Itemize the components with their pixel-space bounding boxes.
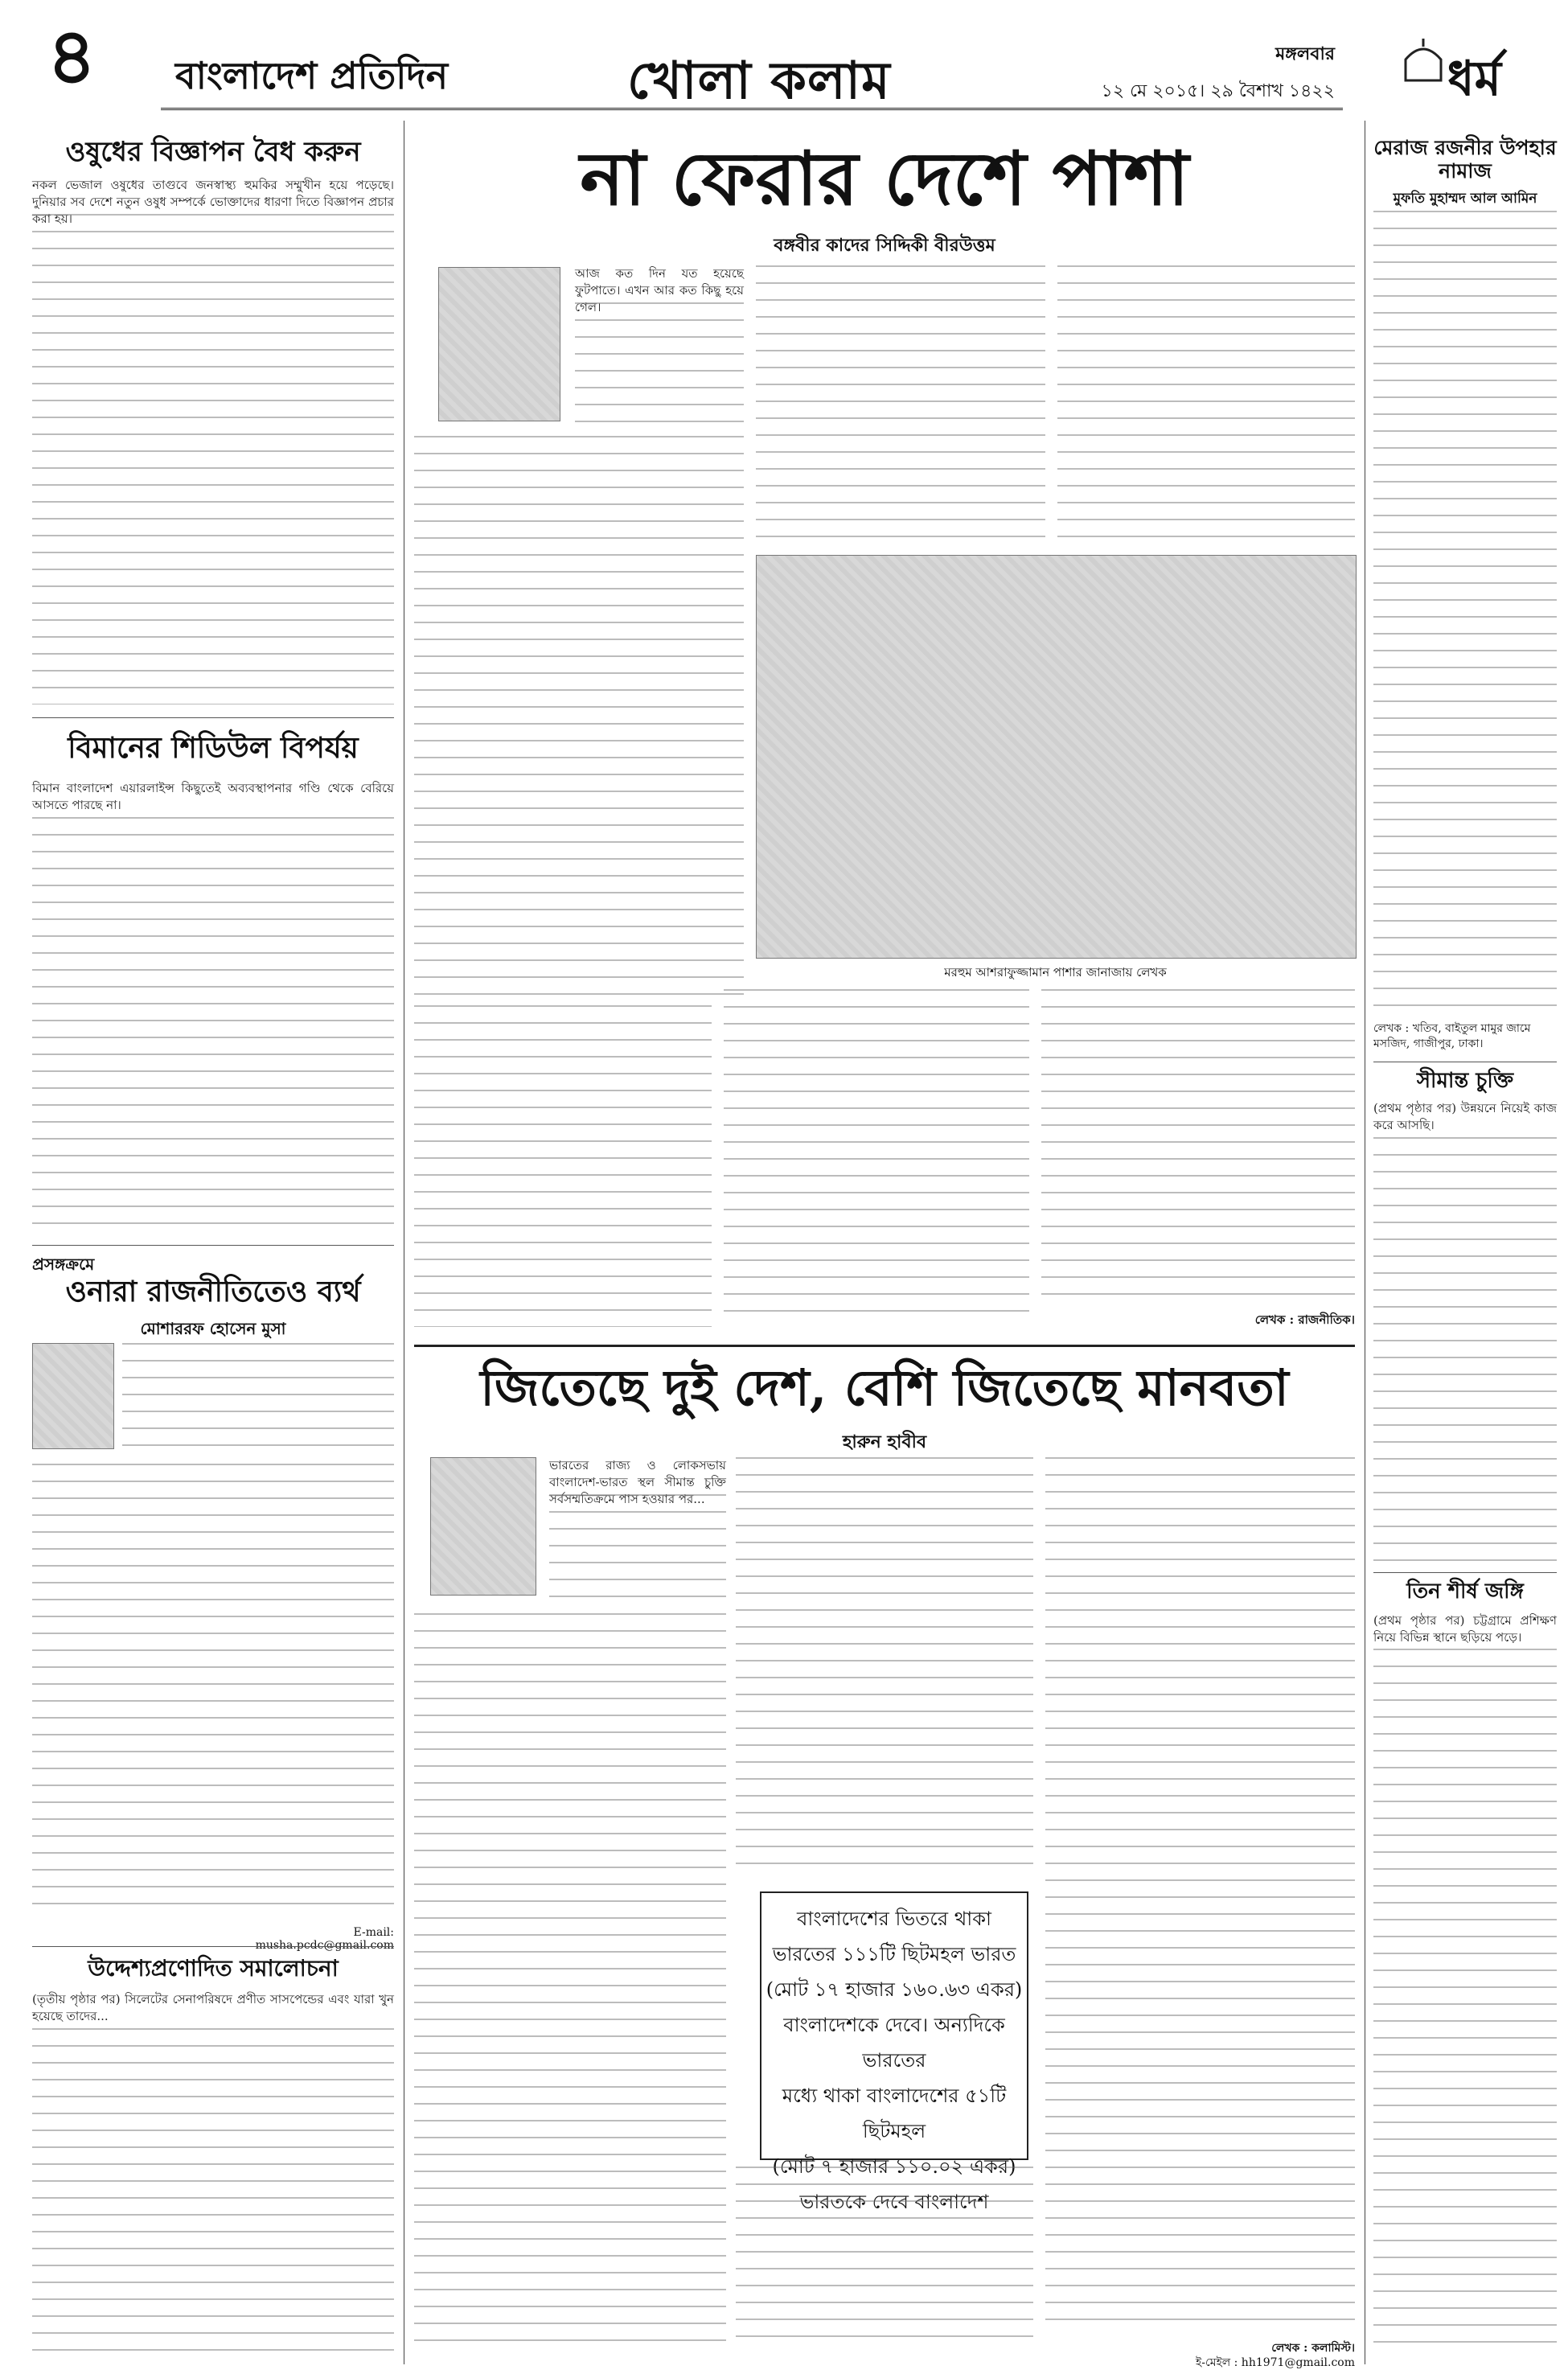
article-body — [1373, 1649, 1557, 2356]
article-lead: নকল ভেজাল ওষুধের তাগুবে জনস্বাস্থ্য হুমকির সম্মুখীন হয়ে পড়েছে। দুনিয়ার সব দেশে নতুন ওষুধ সম্পর্কে ভোক্তাদের ধারণা দিতে বিজ্ঞাপন প্রচার করা হয়। — [32, 178, 394, 226]
article-lead: বিমান বাংলাদেশ এয়ারলাইন্স কিছুতেই অব্যবস্থাপনার গণ্ডি থেকে বেরিয়ে আসতে পারছে না। — [32, 781, 394, 812]
article-body — [1057, 265, 1355, 547]
funeral-photo — [756, 555, 1357, 959]
info-box-line: ভারতকে দেবে বাংলাদেশ — [799, 2191, 989, 2213]
article-headline: বিমানের শিডিউল বিপর্যয় — [68, 731, 359, 765]
divider — [32, 1245, 394, 1246]
article-body — [1045, 1457, 1355, 2334]
author-photo — [32, 1343, 114, 1449]
article-lead: ভারতের রাজ্য ও লোকসভায় বাংলাদেশ-ভারত স্থল সীমান্ত চুক্তি সর্বসম্মতিক্রমে পাস হওয়ার পর... — [549, 1458, 726, 1506]
article-body — [549, 1494, 726, 1607]
article-body — [32, 214, 394, 704]
weekday: মঙ্গলবার — [1275, 43, 1335, 64]
author-email: E-mail: musha.pcdc@gmail.com — [255, 1926, 394, 1952]
article-body — [724, 989, 1029, 1327]
article-headline: ওনারা রাজনীতিতেও ব্যর্থ — [65, 1275, 361, 1308]
author-photo — [430, 1457, 536, 1596]
article-author: মুফতি মুহাম্মদ আল আমিন — [1393, 191, 1537, 207]
info-box — [760, 1891, 1028, 2213]
divider — [32, 717, 394, 718]
article-lead: (তৃতীয় পৃষ্ঠার পর) সিলেটের সেনাপরিষদে প্রণীত সাসপেন্ডের এবং যারা খুন হয়েছে তাদের... — [32, 1992, 394, 2023]
article-headline: না ফেরার দেশে পাশা — [580, 135, 1189, 222]
mosque-icon — [1399, 35, 1447, 84]
divider — [1373, 1572, 1557, 1573]
article-headline: তিন শীর্ষ জঙ্গি — [1406, 1579, 1524, 1604]
info-box-line: বাংলাদেশের ভিতরে থাকা — [797, 1908, 991, 1930]
second-article — [414, 1358, 1355, 2369]
right-column — [1373, 137, 1557, 2364]
article-author: হারুন হাবীব — [842, 1431, 927, 1452]
article-body — [1373, 1137, 1557, 1563]
info-box-line: (মোট ৭ হাজার ১১০.০২ একর) — [772, 2155, 1016, 2178]
author-email: ই-মেইল : hh1971@gmail.com — [1196, 2356, 1355, 2369]
divider — [32, 1946, 394, 1947]
article-body — [32, 817, 394, 1235]
article-body — [1373, 211, 1557, 1015]
author-credit: লেখক : রাজনীতিক। — [1254, 1312, 1355, 1327]
article-author: মোশাররফ হোসেন মুসা — [140, 1319, 286, 1338]
article-lead: (প্রথম পৃষ্ঠার পর) উন্নয়নে নিয়েই কাজ করে আসছি। — [1373, 1101, 1557, 1132]
page-number: ৪ — [47, 10, 97, 101]
article-headline: ওষুধের বিজ্ঞাপন বৈধ করুন — [65, 136, 361, 168]
left-column — [32, 137, 394, 2372]
article-headline: জিতেছে দুই দেশ, বেশি জিতেছে মানবতা — [480, 1358, 1289, 1417]
article-body — [736, 2167, 1033, 2351]
article-body — [122, 1343, 394, 1456]
article-headline: সীমান্ত চুক্তি — [1416, 1069, 1514, 1093]
photo-caption: মরহুম আশরাফুজ্জামান পাশার জানাজায় লেখক — [944, 965, 1167, 980]
kicker: প্রসঙ্গক্রমে — [32, 1255, 95, 1274]
article-body — [756, 265, 1045, 547]
religion-section-label: ধর্ম — [1447, 51, 1501, 107]
main-article — [414, 137, 1355, 1335]
issue-date: ১২ মে ২০১৫। ২৯ বৈশাখ ১৪২২ — [1101, 81, 1335, 101]
section-title: খোলা কলাম — [627, 51, 891, 111]
masthead — [0, 0, 1568, 121]
author-photo — [438, 267, 560, 421]
article-body — [1041, 989, 1355, 1295]
article-headline: মেরাজ রজনীর উপহার নামাজ — [1373, 136, 1557, 183]
author-credit: লেখক : খতিব, বাইতুল মামুর জামে মসজিদ, গাজীপুর, ঢাকা। — [1373, 1022, 1531, 1050]
article-body — [575, 302, 744, 431]
article-lead: (প্রথম পৃষ্ঠার পর) চট্টগ্রামে প্রশিক্ষণ নিয়ে বিভিন্ন স্থানে ছড়িয়ে পড়ে। — [1373, 1613, 1557, 1645]
info-box-line: ভারতের ১১১টি ছিটমহল ভারত — [772, 1943, 1016, 1965]
article-body — [414, 436, 744, 999]
author-credit: লেখক : কলামিস্ট। — [1271, 2342, 1355, 2355]
masthead-rule — [161, 108, 1343, 110]
info-box-line: মধ্যে থাকা বাংলাদেশের ৫১টি ছিটমহল — [782, 2084, 1007, 2142]
article-body — [32, 1464, 394, 1914]
article-body — [414, 1005, 712, 1327]
article-author: বঙ্গবীর কাদের সিদ্দিকী বীরউত্তম — [774, 235, 995, 256]
paper-name: বাংলাদেশ প্রতিদিন — [175, 54, 449, 97]
article-body — [736, 1457, 1033, 1875]
info-box-line: বাংলাদেশকে দেবে। অন্যদিকে ভারতের — [783, 2014, 1005, 2072]
article-body — [32, 2028, 394, 2358]
info-box-line: (মোট ১৭ হাজার ১৬০.৬৩ একর) — [766, 1978, 1023, 2001]
article-body — [414, 1613, 726, 2353]
article-lead: আজ কত দিন যত হয়েছে ফুটপাতে। এখন আর কত কিছু হয়ে গেল। — [575, 266, 744, 314]
article-headline: উদ্দেশ্যপ্রণোদিত সমালোচনা — [88, 1955, 339, 1982]
divider — [414, 1345, 1355, 1347]
